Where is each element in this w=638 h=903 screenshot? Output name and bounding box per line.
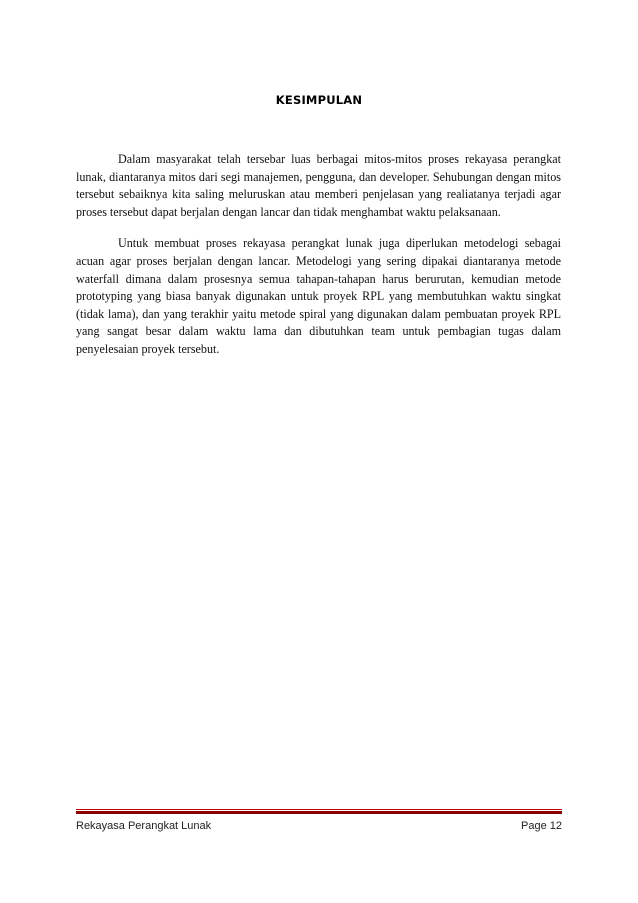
footer-divider-thick bbox=[76, 811, 562, 814]
body-text bbox=[76, 151, 561, 373]
footer-document-title: Rekayasa Perangkat Lunak bbox=[76, 820, 212, 832]
paragraph-2: Untuk membuat proses rekayasa perangkat lunak juga diperlukan metodelogi sebagai acuan agar proses berjalan dengan lancar. Metodelogi yang sering dipakai diantaranya metode waterfall dimana dalam prosesnya semua tahapan-tahapan harus berurutan, kemudian metode prototyping yang biasa banyak digunakan untuk proyek RPL yang membutuhkan waktu singkat (tidak lama), dan yang terakhir yaitu metode spiral yang digunakan dalam pembuatan proyek RPL yang sangat besar dalam waktu lama dan dibutuhkan team untuk pembagian tugas dalam penyelesaian proyek tersebut. bbox=[76, 236, 561, 356]
footer-page-number: Page 12 bbox=[521, 820, 562, 832]
footer-divider-thin bbox=[76, 809, 562, 810]
paragraph-1: Dalam masyarakat telah tersebar luas berbagai mitos-mitos proses rekayasa perangkat lunak, diantaranya mitos dari segi manajemen, pengguna, dan developer. Sehubungan dengan mitos tersebut sebaiknya kita saling meluruskan atau memberi penjelasan yang realiatanya terjadi agar proses tersebut dapat berjalan dengan lancar dan tidak menghambat waktu pelaksanaan. bbox=[76, 152, 561, 219]
page-title: KESIMPULAN bbox=[275, 93, 363, 107]
footer-divider bbox=[76, 809, 562, 814]
